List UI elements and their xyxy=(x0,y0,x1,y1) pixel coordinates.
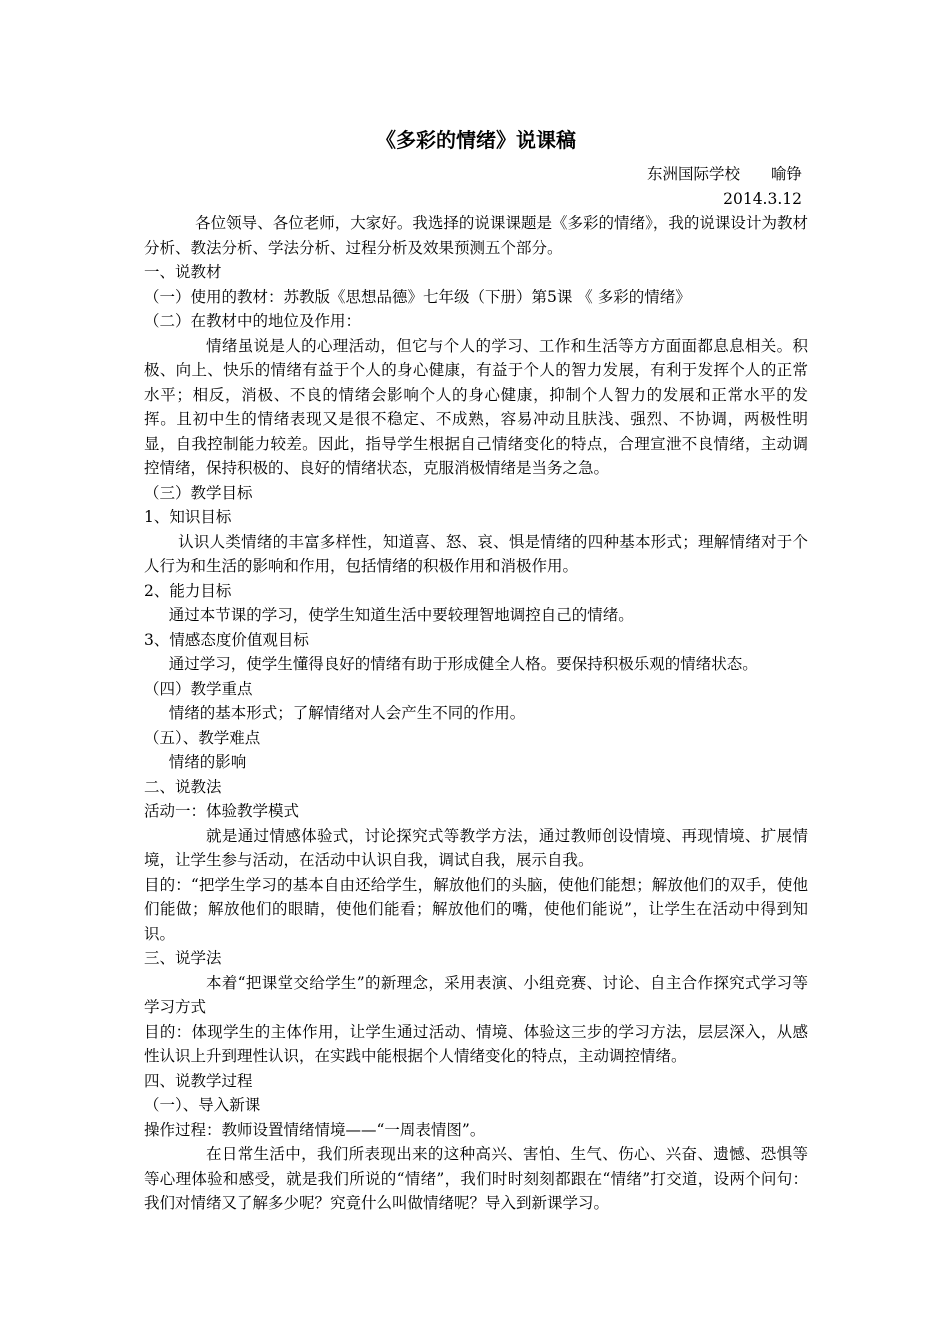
item-heading: 3、情感态度价值观目标 xyxy=(144,630,309,649)
section-heading: 二、说教法 xyxy=(144,777,222,796)
item-heading: 2、能力目标 xyxy=(144,581,232,600)
section-heading: 四、说教学过程 xyxy=(144,1071,253,1090)
body-paragraph: 通过学习，使学生懂得良好的情绪有助于形成健全人格。要保持积极乐观的情绪状态。 xyxy=(168,655,758,673)
body-paragraph: 在日常生活中，我们所表现出来的这种高兴、害怕、生气、伤心、兴奋、遗憾、恐惧等等心理体验和感受，就是我们所说的“情绪”，我们时时刻刻都跟在“情绪”打交道，设两个问句：我们对情绪又了解多少呢？究竟什么叫做情绪呢？导入到新课学习。 xyxy=(144,1145,808,1212)
item-heading: 1、知识目标 xyxy=(144,508,232,526)
document-page xyxy=(144,118,808,1216)
date-line: 2014.3.12 xyxy=(723,189,802,208)
body-paragraph: 通过本节课的学习，使学生知道生活中要较理智地调控自己的情绪。 xyxy=(168,606,634,624)
body-paragraph: 情绪的基本形式；了解情绪对人会产生不同的作用。 xyxy=(168,704,526,722)
subsection-heading: （一）使用的教材：苏教版《思想品德》七年级（下册）第5课 《 多彩的情绪》 xyxy=(144,287,691,306)
subsection-heading: （四）教学重点 xyxy=(144,679,253,698)
subsection-heading: （三）教学目标 xyxy=(144,483,253,502)
subsection-heading: （二）在教材中的地位及作用： xyxy=(144,312,362,330)
body-paragraph: 就是通过情感体验式，讨论探究式等教学方法，通过教师创设情境、再现情境、扩展情境，让学生参与活动，在活动中认识自我，调试自我，展示自我。 xyxy=(144,826,808,869)
body-paragraph: 情绪虽说是人的心理活动，但它与个人的学习、工作和生活等方方面面都息息相关。积极、向上、快乐的情绪有益于个人的身心健康，有益于个人的智力发展，有利于发挥个人的正常水平；相反，消极、不良的情绪会影响个人的身心健康，抑制个人智力的发展和正常水平的发挥。且初中生的情绪表现又是很不稳定、不成熟，容易冲动且肤浅、强烈、不协调，两极性明显，自我控制能力较差。因此，指导学生根据自己情绪变化的特点，合理宣泄不良情绪，主动调控情绪，保持积极的、良好的情绪状态，克服消极情绪是当务之急。 xyxy=(144,336,808,477)
body-line: 操作过程：教师设置情绪情境——“一周表情图”。 xyxy=(144,1120,486,1139)
body-paragraph: 本着“把课堂交给学生”的新理念，采用表演、小组竞赛、讨论、自主合作探究式学习等学习方式 xyxy=(144,973,808,1016)
subsection-heading: （一）、导入新课 xyxy=(144,1096,261,1114)
body-paragraph: 情绪的影响 xyxy=(168,753,247,771)
section-heading: 一、说教材 xyxy=(144,263,222,281)
document-title: 《多彩的情绪》说课稿 xyxy=(376,128,576,152)
item-heading: 活动一：体验教学模式 xyxy=(144,802,300,820)
subsection-heading: （五）、教学难点 xyxy=(144,728,261,747)
author-line: 东洲国际学校 喻铮 xyxy=(646,165,802,183)
section-heading: 三、说学法 xyxy=(144,949,222,967)
body-paragraph: 认识人类情绪的丰富多样性，知道喜、怒、哀、惧是情绪的四种基本形式；理解情绪对于个人行为和生活的影响和作用，包括情绪的积极作用和消极作用。 xyxy=(144,532,808,575)
body-paragraph: 目的：体现学生的主体作用，让学生通过活动、情境、体验这三步的学习方法，层层深入，从感性认识上升到理性认识，在实践中能根据个人情绪变化的特点，主动调控情绪。 xyxy=(144,1022,808,1065)
intro-paragraph: 各位领导、各位老师，大家好。我选择的说课课题是《多彩的情绪》，我的说课设计为教材分析、教法分析、学法分析、过程分析及效果预测五个部分。 xyxy=(144,214,808,257)
body-paragraph: 目的：“把学生学习的基本自由还给学生，解放他们的头脑，使他们能想；解放他们的双手，使他们能做；解放他们的眼睛，使他们能看；解放他们的嘴，使他们能说”，让学生在活动中得到知识。 xyxy=(144,875,808,943)
